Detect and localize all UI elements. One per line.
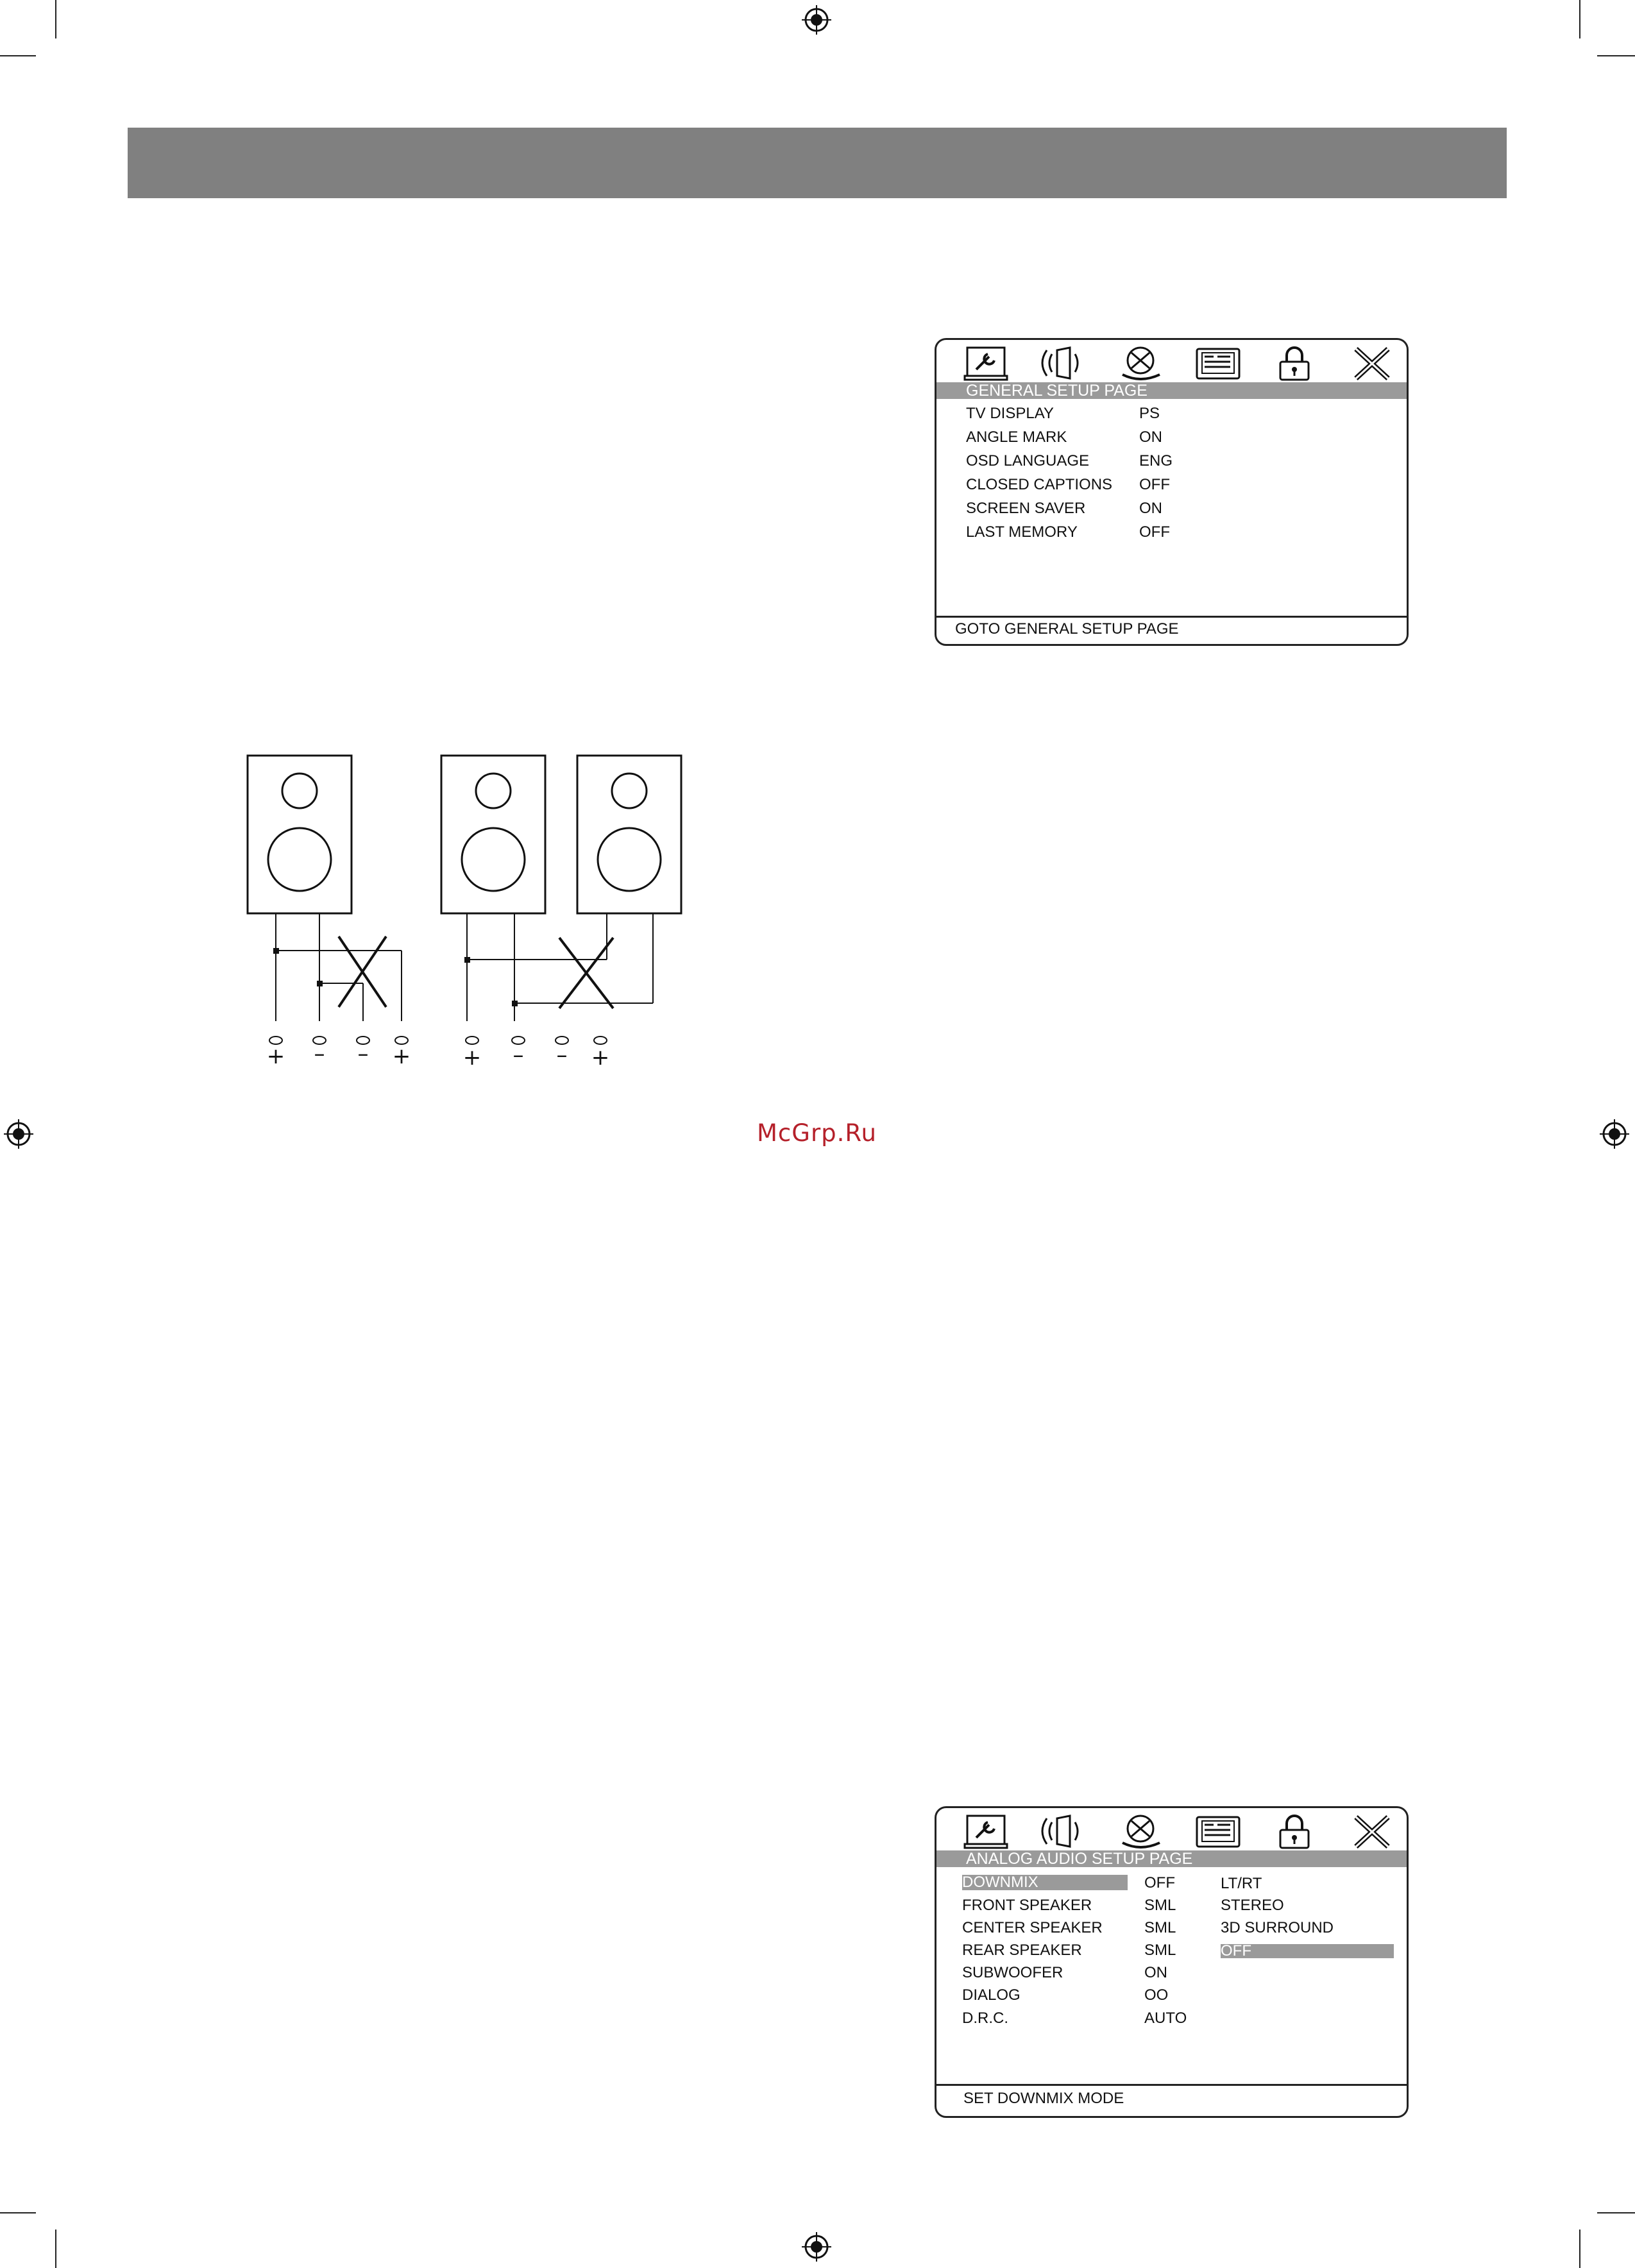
subwoofer-value[interactable]: ON (1144, 1964, 1167, 1981)
analog-audio-setup-panel (935, 1806, 1409, 2118)
header-bar (128, 128, 1507, 198)
crop-mark (55, 2230, 56, 2268)
rear-speaker-label[interactable]: REAR SPEAKER (962, 1942, 1082, 1959)
rear-speaker-value[interactable]: SML (1144, 1942, 1176, 1959)
terminal-label: – (314, 1041, 325, 1067)
downmix-option-stereo[interactable]: STEREO (1221, 1897, 1284, 1914)
registration-mark-icon (1600, 1119, 1629, 1149)
footer-divider (936, 616, 1407, 618)
password-lock-icon[interactable] (1270, 1813, 1320, 1850)
center-speaker-value[interactable]: SML (1144, 1919, 1176, 1936)
drc-value[interactable]: AUTO (1144, 2010, 1187, 2027)
setup-wrench-icon[interactable] (962, 345, 1012, 382)
middle-speaker-tweeter (476, 774, 511, 808)
exit-x-icon[interactable] (1347, 1813, 1397, 1850)
crop-mark (1597, 55, 1635, 56)
downmix-value[interactable]: OFF (1144, 1874, 1175, 1891)
last-memory-value[interactable]: OFF (1139, 523, 1170, 541)
center-speaker-label[interactable]: CENTER SPEAKER (962, 1919, 1103, 1936)
speaker-wiring-diagram (237, 744, 699, 1071)
video-film-icon[interactable] (1116, 345, 1166, 382)
closed-captions-value[interactable]: OFF (1139, 476, 1170, 493)
closed-captions-label[interactable]: CLOSED CAPTIONS (966, 476, 1113, 493)
downmix-label[interactable]: DOWNMIX (962, 1875, 1128, 1890)
menu-icon-row (936, 340, 1407, 381)
menu-icon-row (936, 1808, 1407, 1849)
preference-screen-icon[interactable] (1193, 345, 1243, 382)
terminal-label: + (591, 1045, 610, 1071)
tv-display-label[interactable]: TV DISPLAY (966, 405, 1054, 422)
terminal-label: – (513, 1042, 524, 1068)
crop-mark (1579, 2230, 1580, 2268)
terminal-label: + (266, 1044, 285, 1069)
audio-speaker-icon[interactable] (1039, 1813, 1089, 1850)
middle-speaker-cabinet (441, 756, 545, 913)
analog-audio-title: ANALOG AUDIO SETUP PAGE (936, 1850, 1407, 1867)
crop-mark (1579, 0, 1580, 38)
video-film-icon[interactable] (1116, 1813, 1166, 1850)
analog-audio-footer: SET DOWNMIX MODE (963, 2090, 1124, 2107)
angle-mark-label[interactable]: ANGLE MARK (966, 428, 1067, 446)
footer-divider (936, 2084, 1407, 2086)
front-speaker-value[interactable]: SML (1144, 1897, 1176, 1914)
osd-language-label[interactable]: OSD LANGUAGE (966, 452, 1090, 470)
downmix-option-ltrt[interactable]: LT/RT (1221, 1875, 1262, 1892)
crop-mark (1597, 2212, 1635, 2213)
registration-mark-icon (802, 2232, 831, 2262)
preference-screen-icon[interactable] (1193, 1813, 1243, 1850)
angle-mark-value[interactable]: ON (1139, 428, 1162, 446)
left-speaker-cabinet (248, 756, 352, 913)
right-wiring (467, 913, 653, 1021)
left-speaker-woofer (268, 828, 331, 891)
general-setup-footer: GOTO GENERAL SETUP PAGE (955, 620, 1179, 638)
registration-mark-icon (802, 5, 831, 35)
exit-x-icon[interactable] (1347, 345, 1397, 382)
registration-mark-icon (4, 1119, 33, 1149)
left-wiring (276, 913, 402, 1021)
watermark-text: McGrp.Ru (757, 1119, 877, 1147)
right-speaker-cabinet (577, 756, 681, 913)
tv-display-value[interactable]: PS (1139, 405, 1160, 422)
general-setup-title: GENERAL SETUP PAGE (936, 382, 1407, 399)
crop-mark (0, 2212, 36, 2213)
screen-saver-value[interactable]: ON (1139, 500, 1162, 517)
password-lock-icon[interactable] (1270, 345, 1320, 382)
right-speaker-woofer (598, 828, 661, 891)
downmix-option-3d-surround[interactable]: 3D SURROUND (1221, 1919, 1334, 1936)
osd-language-value[interactable]: ENG (1139, 452, 1173, 470)
screen-saver-label[interactable]: SCREEN SAVER (966, 500, 1086, 517)
terminal-label: + (392, 1044, 411, 1069)
middle-speaker-woofer (462, 828, 525, 891)
crop-mark (0, 55, 36, 56)
terminal-label: – (357, 1041, 369, 1067)
front-speaker-label[interactable]: FRONT SPEAKER (962, 1897, 1092, 1914)
right-speaker-tweeter (612, 774, 647, 808)
general-setup-panel (935, 338, 1409, 646)
drc-label[interactable]: D.R.C. (962, 2010, 1008, 2027)
last-memory-label[interactable]: LAST MEMORY (966, 523, 1078, 541)
setup-wrench-icon[interactable] (962, 1813, 1012, 1850)
subwoofer-label[interactable]: SUBWOOFER (962, 1964, 1063, 1981)
terminal-label: – (556, 1042, 568, 1068)
left-speaker-tweeter (282, 774, 317, 808)
crop-mark (55, 0, 56, 38)
dialog-label[interactable]: DIALOG (962, 1986, 1021, 2004)
dialog-value[interactable]: OO (1144, 1986, 1169, 2004)
downmix-option-off[interactable]: OFF (1221, 1944, 1394, 1958)
audio-speaker-icon[interactable] (1039, 345, 1089, 382)
terminal-label: + (462, 1045, 482, 1071)
